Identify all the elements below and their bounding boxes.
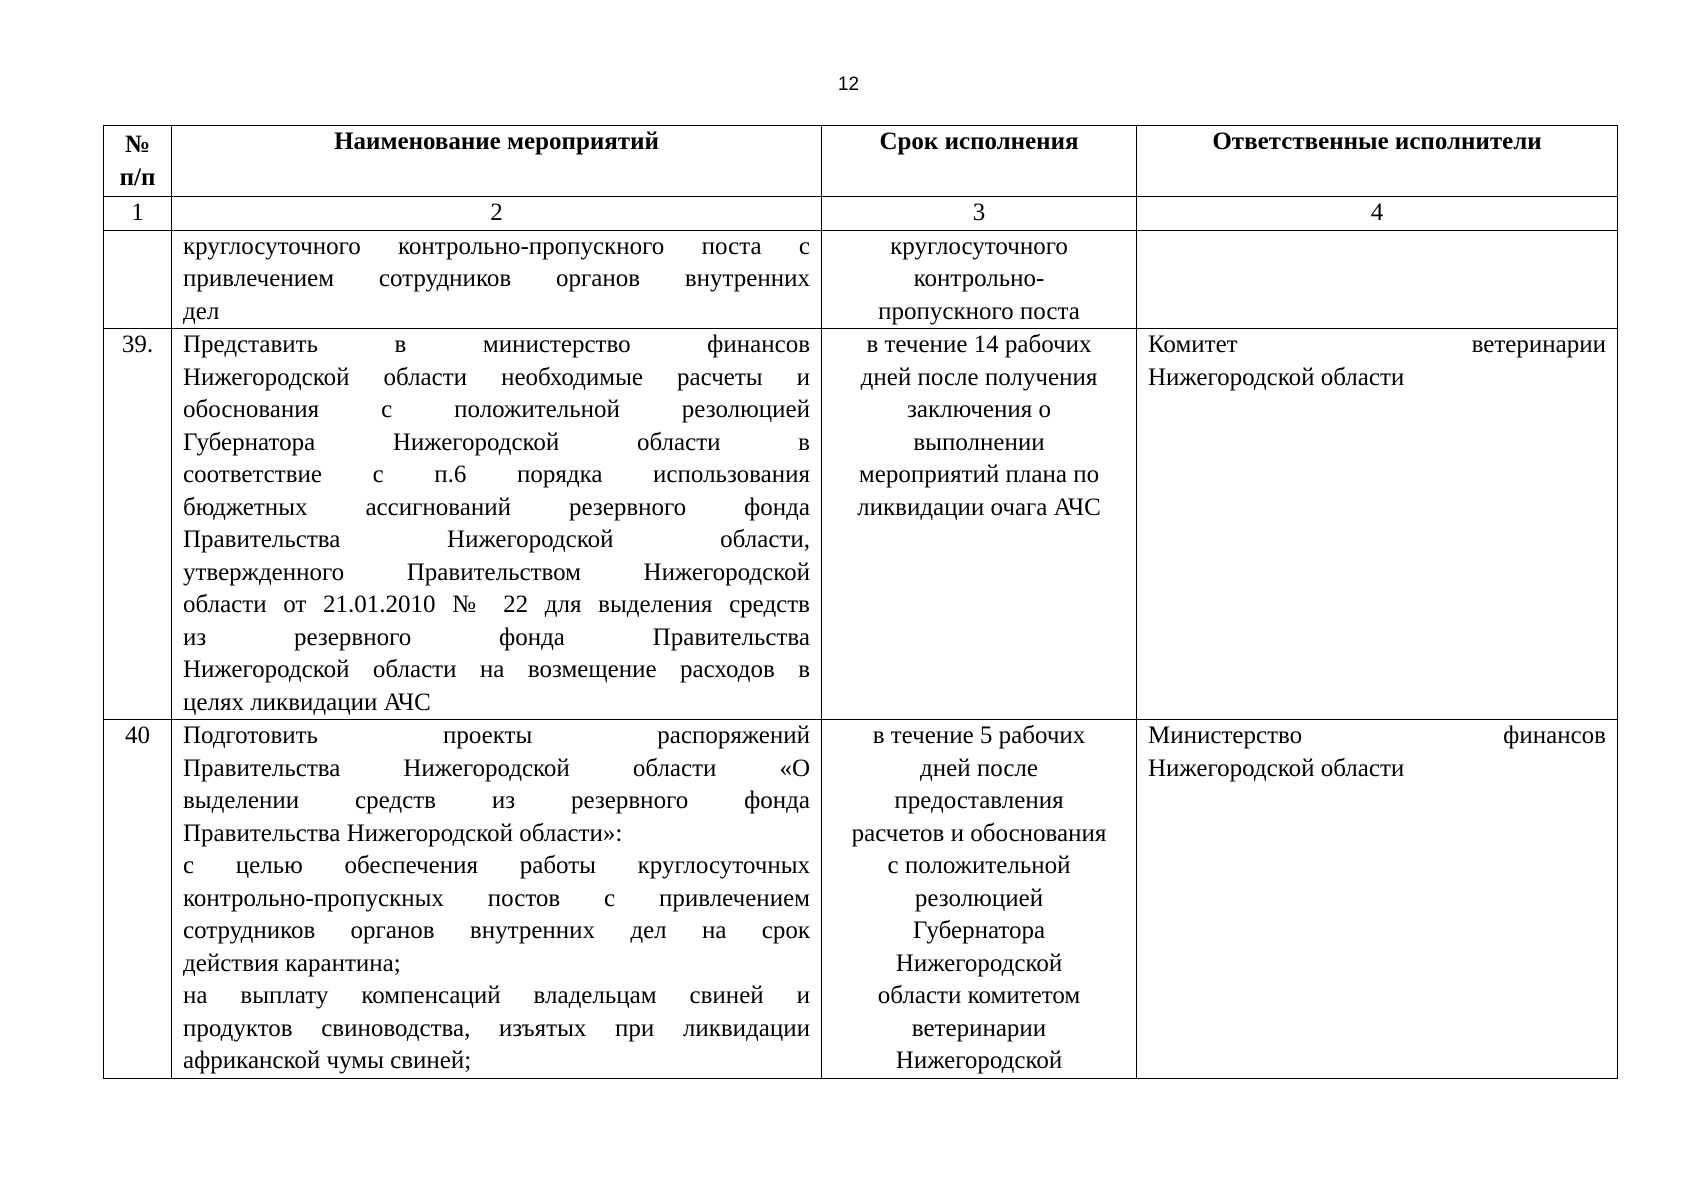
action-text-line: Губернатора Нижегородской области в <box>183 428 810 456</box>
action-text-line: области от 21.01.2010 № 22 для выделения средств <box>183 591 810 618</box>
action-text-line: продуктов свиноводства, изъятых при ликвидации <box>183 1014 810 1042</box>
deadline-text-line: предоставления <box>894 787 1064 814</box>
table-row <box>104 230 1618 329</box>
column-number: 3 <box>822 197 1137 231</box>
action-text-line: действия карантина; <box>183 949 401 977</box>
action-cell <box>172 720 822 1079</box>
deadline-text-line: круглосуточного <box>890 232 1068 260</box>
header-action-name: Наименование мероприятий <box>172 126 822 197</box>
action-text-line: Правительства Нижегородской области»: <box>183 819 623 847</box>
action-text-line: Нижегородской области на возмещение расходов в <box>183 656 810 683</box>
row-number <box>104 230 172 329</box>
header-number-line1: № <box>124 131 151 158</box>
deadline-text-line: в течение 5 рабочих <box>872 722 1086 749</box>
deadline-text-line: ветеринарии <box>911 1014 1047 1042</box>
responsible-text-line: Министерство финансов <box>1148 722 1606 749</box>
deadline-cell <box>822 230 1137 329</box>
deadline-text-line: ликвидации очага АЧС <box>857 493 1101 521</box>
action-text-line: обоснования с положительной резолюцией <box>183 396 810 423</box>
header-number-line2: п/п <box>119 163 156 191</box>
deadline-text-line: пропускного поста <box>878 297 1080 325</box>
deadline-text-line: заключения о <box>907 396 1051 423</box>
deadline-text-line: с положительной <box>887 852 1071 879</box>
responsible-text-line: Нижегородской области <box>1148 754 1405 782</box>
action-text-line: с целью обеспечения работы круглосуточных <box>183 852 810 879</box>
row-number: 40 <box>104 720 172 1079</box>
column-number: 2 <box>172 197 822 231</box>
deadline-text-line: мероприятий плана по <box>858 461 1100 488</box>
action-text-line: утвержденного Правительством Нижегородской <box>183 558 810 586</box>
action-text-line: привлечением сотрудников органов внутренних <box>183 265 810 292</box>
action-text-line: Нижегородской области необходимые расчеты и <box>183 363 810 391</box>
responsible-cell <box>1137 329 1618 720</box>
header-responsible: Ответственные исполнители <box>1137 126 1618 197</box>
deadline-text-line: выполнении <box>913 428 1045 456</box>
deadline-cell <box>822 720 1137 1079</box>
deadline-text-line: Нижегородской <box>895 949 1063 977</box>
action-text-line: контрольно-пропускных постов с привлечением <box>183 884 810 912</box>
action-cell <box>172 329 822 720</box>
action-text-line: дел <box>183 297 220 325</box>
action-text-line: Подготовить проекты распоряжений <box>183 722 810 749</box>
action-text-line: круглосуточного контрольно-пропускного поста с <box>183 232 810 260</box>
deadline-text-line: Губернатора <box>912 917 1046 944</box>
column-number: 4 <box>1137 197 1618 231</box>
action-text-line: Представить в министерство финансов <box>183 331 810 358</box>
column-numbers-row <box>104 197 1618 231</box>
deadline-text-line: Нижегородской <box>895 1047 1063 1074</box>
table-row <box>104 720 1618 1079</box>
responsible-cell <box>1137 720 1618 1079</box>
action-text-line: на выплату компенсаций владельцам свиней и <box>183 982 810 1009</box>
action-text-line: Правительства Нижегородской области, <box>183 526 810 553</box>
row-number: 39. <box>104 329 172 720</box>
deadline-text-line: контрольно- <box>913 265 1045 292</box>
action-text-line: африканской чумы свиней; <box>183 1047 472 1074</box>
deadline-text-line: расчетов и обоснования <box>851 819 1107 847</box>
deadline-text-line: области комитетом <box>877 982 1081 1009</box>
header-deadline: Срок исполнения <box>822 126 1137 197</box>
page-number: 12 <box>837 74 860 95</box>
deadline-text-line: резолюцией <box>914 884 1044 912</box>
table-header-row <box>104 126 1618 197</box>
action-text-line: выделении средств из резервного фонда <box>183 787 810 814</box>
action-text-line: из резервного фонда Правительства <box>183 623 810 651</box>
action-text-line: бюджетных ассигнований резервного фонда <box>183 493 810 521</box>
column-number: 1 <box>104 197 172 231</box>
table-row <box>104 329 1618 720</box>
responsible-text-line: Комитет ветеринарии <box>1148 331 1606 358</box>
action-text-line: сотрудников органов внутренних дел на срок <box>183 917 810 944</box>
activities-table <box>103 125 1618 1079</box>
action-text-line: соответствие с п.6 порядка использования <box>183 461 810 488</box>
header-number <box>104 126 172 197</box>
deadline-text-line: в течение 14 рабочих <box>866 331 1092 358</box>
action-text-line: целях ликвидации АЧС <box>183 688 431 716</box>
action-text-line: Правительства Нижегородской области «О <box>183 754 810 782</box>
action-cell <box>172 230 822 329</box>
deadline-text-line: дней после <box>920 754 1038 782</box>
deadline-text-line: дней после получения <box>860 363 1098 391</box>
responsible-text-line: Нижегородской области <box>1148 363 1405 391</box>
deadline-cell <box>822 329 1137 720</box>
responsible-cell <box>1137 230 1618 329</box>
